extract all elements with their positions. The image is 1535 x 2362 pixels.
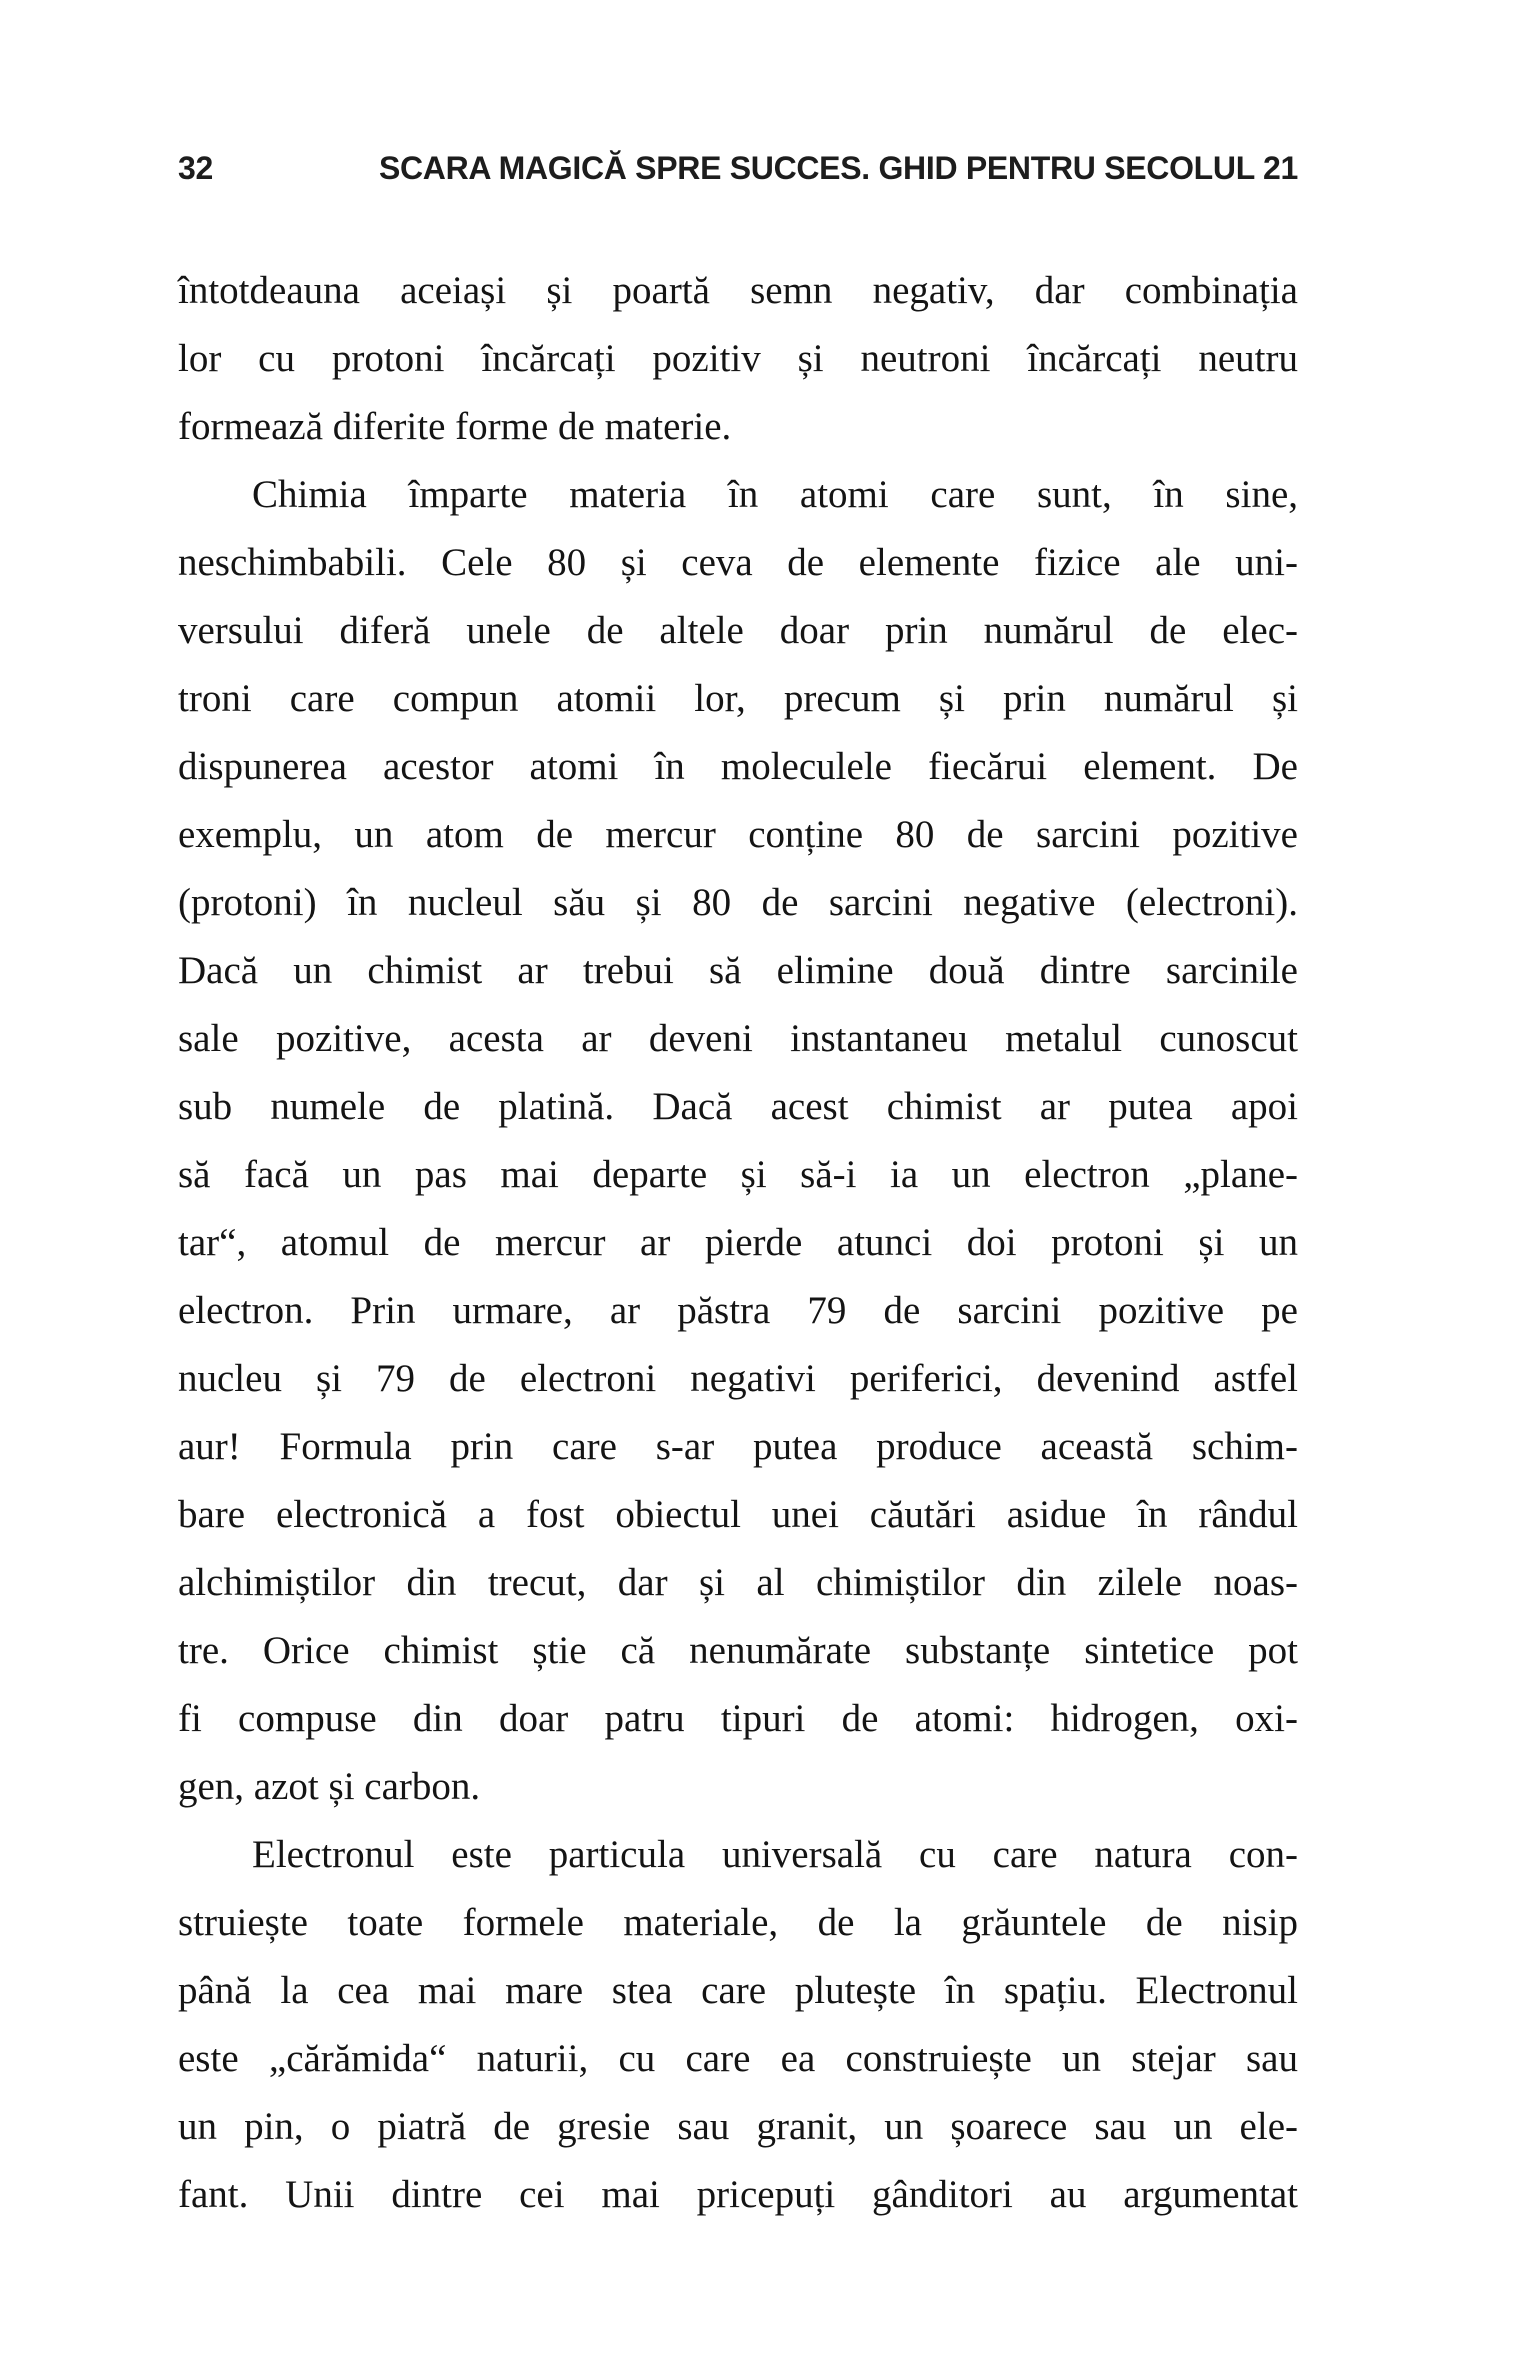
text-line: până la cea mai mare stea care plutește în spațiu. Electronul — [178, 1969, 1298, 2012]
text-line: electron. Prin urmare, ar păstra 79 de sarcini pozitive pe — [178, 1289, 1298, 1332]
text-line: versului diferă unele de altele doar prin numărul de elec- — [178, 609, 1298, 652]
text-line: gen, azot și carbon. — [178, 1765, 481, 1808]
text-line: tre. Orice chimist știe că nenumărate substanțe sintetice pot — [178, 1629, 1298, 1672]
text-line: sub numele de platină. Dacă acest chimist ar putea apoi — [178, 1085, 1298, 1128]
text-line: neschimbabili. Cele 80 și ceva de elemente fizice ale uni- — [178, 541, 1298, 584]
body-text — [178, 257, 1298, 2229]
text-line: tar“, atomul de mercur ar pierde atunci doi protoni și un — [178, 1221, 1298, 1264]
text-line: bare electronică a fost obiectul unei căutări asidue în rândul — [178, 1493, 1298, 1536]
text-line: alchimiștilor din trecut, dar și al chimiștilor din zilele noas- — [178, 1561, 1298, 1604]
text-line: dispunerea acestor atomi în moleculele fiecărui element. De — [178, 745, 1298, 788]
text-line: un pin, o piatră de gresie sau granit, un șoarece sau un ele- — [178, 2105, 1298, 2148]
text-line: struiește toate formele materiale, de la grăuntele de nisip — [178, 1901, 1298, 1944]
text-line: sale pozitive, acesta ar deveni instantaneu metalul cunoscut — [178, 1017, 1298, 1060]
text-line: nucleu și 79 de electroni negativi periferici, devenind astfel — [178, 1357, 1298, 1400]
running-title: SCARA MAGICĂ SPRE SUCCES. GHID PENTRU SECOLUL 21 — [378, 150, 1298, 186]
text-line: (protoni) în nucleul său și 80 de sarcini negative (electroni). — [178, 881, 1298, 924]
text-line: formează diferite forme de materie. — [178, 405, 732, 448]
page-number: 32 — [178, 150, 213, 186]
text-line: este „cărămida“ naturii, cu care ea construiește un stejar sau — [178, 2037, 1298, 2080]
text-line: aur! Formula prin care s-ar putea produce această schim- — [178, 1425, 1298, 1468]
text-line: exemplu, un atom de mercur conține 80 de sarcini pozitive — [178, 813, 1298, 856]
text-line: troni care compun atomii lor, precum și prin numărul și — [178, 677, 1298, 720]
page-header — [178, 150, 1298, 184]
text-line: Chimia împarte materia în atomi care sunt, în sine, — [252, 473, 1298, 516]
text-line: fant. Unii dintre cei mai pricepuți gânditori au argumentat — [178, 2173, 1298, 2216]
text-line: Dacă un chimist ar trebui să elimine două dintre sarcinile — [178, 949, 1298, 992]
text-line: lor cu protoni încărcați pozitiv și neutroni încărcați neutru — [178, 337, 1298, 380]
text-line: întotdeauna aceiași și poartă semn negativ, dar combinația — [178, 269, 1298, 312]
text-line: să facă un pas mai departe și să-i ia un electron „plane- — [178, 1153, 1298, 1196]
text-line: Electronul este particula universală cu care natura con- — [252, 1833, 1298, 1876]
text-line: fi compuse din doar patru tipuri de atomi: hidrogen, oxi- — [178, 1697, 1298, 1740]
